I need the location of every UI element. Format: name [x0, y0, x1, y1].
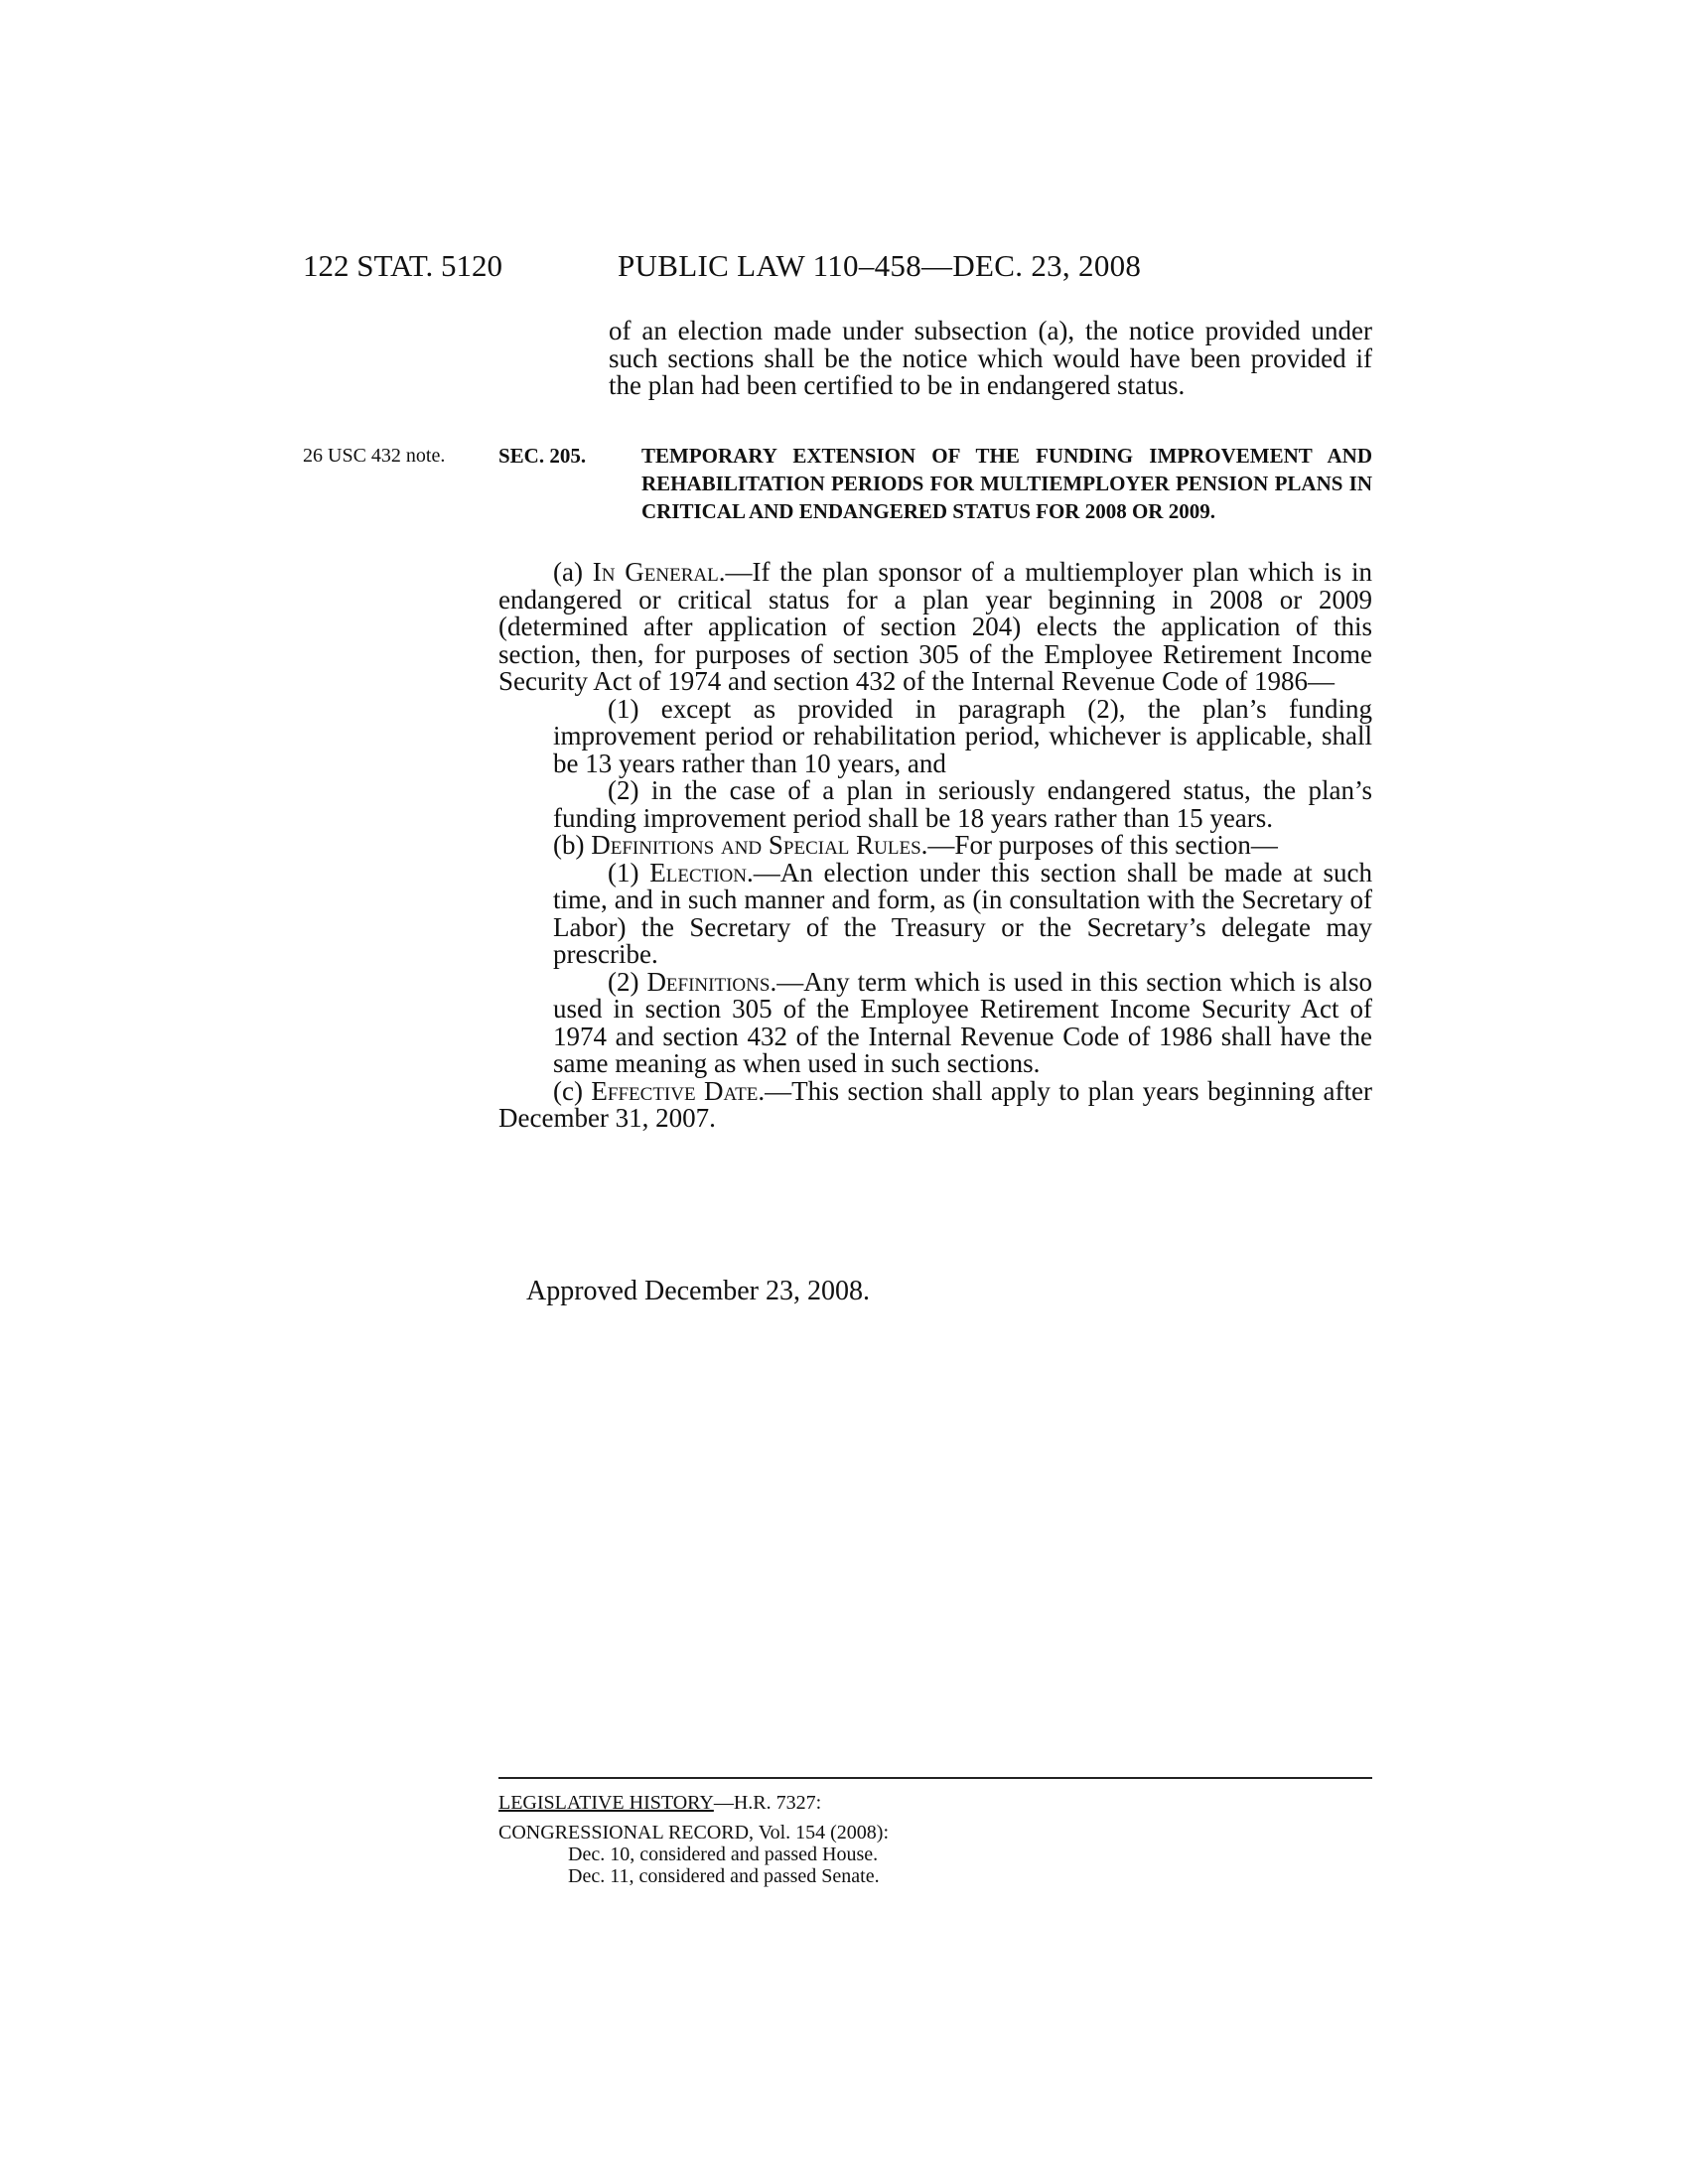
bill-number: —H.R. 7327:: [713, 1792, 822, 1814]
subsection-b-text: .—For purposes of this section—: [920, 830, 1278, 860]
legislative-history-label: LEGISLATIVE HISTORY: [498, 1792, 714, 1814]
section-heading: [498, 442, 1372, 525]
section-title: TEMPORARY EXTENSION OF THE FUNDING IMPROVEMENT AND REHABILITATION PERIODS FOR MULTIEMPLOYER PENSION PLANS IN CRITICAL AND ENDANGERED STATUS FOR 2008 OR 2009.: [641, 444, 1372, 523]
subsection-b-label: (b): [553, 830, 585, 860]
history-entry: Dec. 11, considered and passed Senate.: [568, 1865, 880, 1887]
subsection-a-heading: In General: [592, 557, 719, 587]
subsection-b: [498, 832, 1372, 860]
subsection-a-label: (a): [553, 557, 583, 587]
legislative-history: [498, 1792, 1372, 1887]
paragraph-b2-label: (2): [608, 966, 639, 997]
subsection-c-text: .—This section shall apply to plan years beginning after December 31, 2007.: [498, 1075, 1372, 1133]
congressional-record: CONGRESSIONAL RECORD, Vol. 154 (2008):: [498, 1822, 889, 1843]
paragraph-b1-text: .—An election under this section shall be made at such time, and in such manner and form, as (in consultation with the Secretary of Labor) the Secretary of the Treasury or the Secretary’s delegate may prescribe.: [553, 857, 1372, 969]
section-body: [498, 559, 1372, 1133]
subsection-b-heading: Definitions and Special Rules: [591, 830, 921, 860]
approval-date: Approved December 23, 2008.: [526, 1276, 871, 1306]
footer-gap: [498, 1814, 1372, 1822]
legislative-history-title: [498, 1792, 1372, 1814]
section-number: SEC. 205.: [498, 444, 587, 468]
paragraph-b2: [553, 966, 1373, 1078]
subsection-a: [498, 559, 1372, 696]
stat-page-number: 122 STAT. 5120: [303, 248, 503, 283]
subsection-c-label: (c): [553, 1075, 583, 1106]
history-entry: Dec. 10, considered and passed House.: [568, 1843, 879, 1865]
continued-paragraph: [609, 318, 1372, 400]
footer-rule: [498, 1777, 1372, 1779]
paragraph-a1: (1) except as provided in paragraph (2), the plan’s funding improvement period or rehabilitation period, whichever is applicable, shall be 13 years rather than 10 years, and: [553, 693, 1372, 778]
paragraph-b2-text: .—Any term which is used in this section which is also used in section 305 of the Employee Retirement Income Security Act of 1974 and section 432 of the Internal Revenue Code of 1986 shall have the same meaning as when used in such sections.: [553, 966, 1373, 1078]
paragraph-b1: [553, 857, 1372, 969]
margin-citation: 26 USC 432 note.: [303, 445, 446, 467]
paragraph-b1-label: (1): [608, 857, 639, 887]
paragraph-a2: (2) in the case of a plan in seriously endangered status, the plan’s funding improvement period shall be 18 years rather than 15 years.: [553, 775, 1372, 833]
paragraph-b2-heading: Definitions: [646, 966, 771, 997]
public-law-heading: PUBLIC LAW 110–458—DEC. 23, 2008: [618, 248, 1142, 283]
continued-paragraph-text: of an election made under subsection (a), the notice provided under such sections shall be the notice which would have been provided if the plan had been certified to be in endangered status.: [609, 316, 1372, 400]
subsection-a-text: .—If the plan sponsor of a multiemployer plan which is in endangered or critical status for a plan year beginning in 2008 or 2009 (determined after application of section 204) elects the application of this section, then, for purposes of section 305 of the Employee Retirement Income Security Act of 1974 and section 432 of the Internal Revenue Code of 1986—: [498, 557, 1372, 696]
subsection-c-heading: Effective Date: [591, 1075, 759, 1106]
subsection-c: [498, 1075, 1372, 1133]
paragraph-b1-heading: Election: [649, 857, 748, 887]
